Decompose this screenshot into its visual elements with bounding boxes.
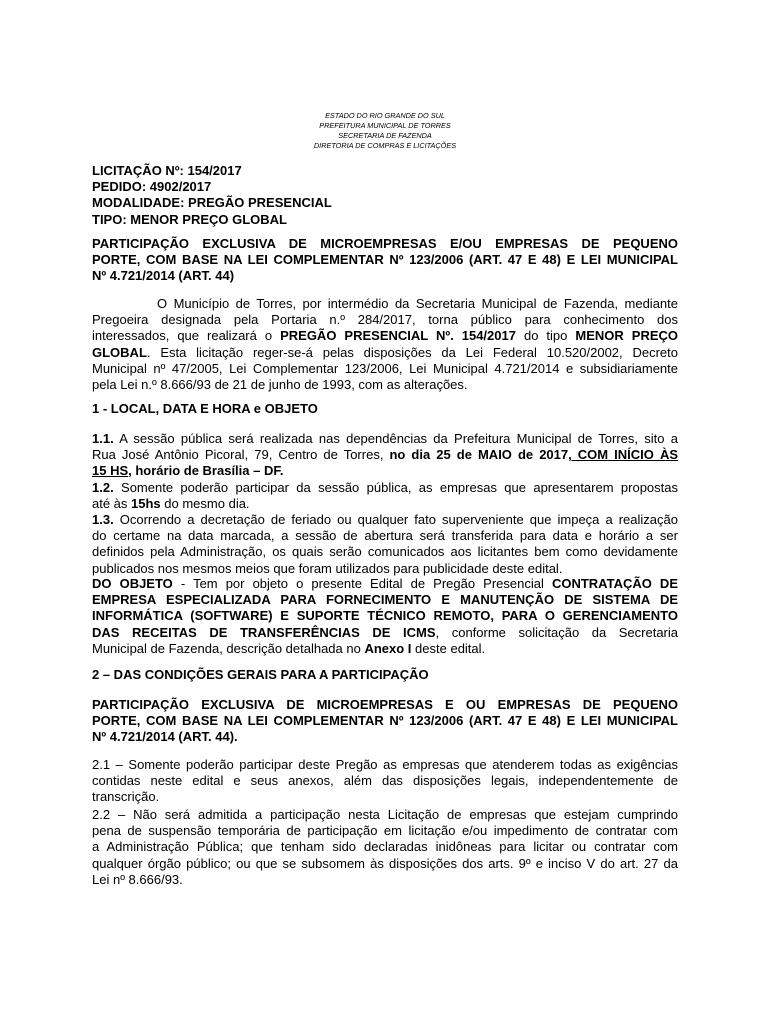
clause-2-2-line: pena de suspensão temporária de participação em licitação e/ou impedimento de contratar com [92, 823, 678, 839]
session-start: , COM INÍCIO ÀS [568, 447, 678, 463]
clause-1-3-line: publicados nos mesmos meios que foram utilizados para publicidade deste edital. [92, 560, 563, 576]
objeto-text: - Tem por objeto o presente Edital de Pregão Presencial [172, 576, 552, 591]
exclusive-line: PARTICIPAÇÃO EXCLUSIVA DE MICROEMPRESAS E OU EMPRESAS DE PEQUENO [92, 697, 678, 712]
session-timezone: , horário de Brasília – DF. [128, 463, 284, 479]
objeto-emph: CONTRATAÇÃO DE [551, 576, 678, 591]
clause-2-2-line: qualquer órgão público; ou que se subsomem às disposições dos arts. 9º e inciso V do art. 27 da [92, 855, 678, 871]
exclusive-line: PARTICIPAÇÃO EXCLUSIVA DE MICROEMPRESAS E/OU EMPRESAS DE PEQUENO [92, 236, 678, 251]
clause-text: do mesmo dia. [160, 495, 250, 511]
clause-2-1-line: transcrição. [92, 789, 160, 805]
clause-2-2-line: Lei nº 8.666/93. [92, 871, 183, 887]
intro-paragraph [92, 296, 678, 393]
clause-number: 1.2. [92, 479, 114, 495]
section-2-title: 2 – DAS CONDIÇÕES GERAIS PARA A PARTICIPAÇÃO [92, 667, 429, 682]
letterhead [0, 111, 770, 151]
clause-2-2-line: 2.2 – Não será admitida a participação nesta Licitação de empresas que estejam cumprindo [92, 807, 678, 822]
exclusive-line: PORTE, COM BASE NA LEI COMPLEMENTAR Nº 123/2006 (ART. 47 E 48) E LEI MUNICIPAL [92, 713, 678, 729]
objeto-line [92, 576, 678, 592]
letterhead-diretoria: DIRETORIA DE COMPRAS E LICITAÇÕES [313, 141, 457, 150]
intro-emph: MENOR PREÇO [575, 328, 679, 344]
clause-1-3-line: definidos pela Administração, os quais serão comunicados aos licitantes bem como devidamente [92, 544, 678, 560]
objeto-label: DO OBJETO [92, 576, 173, 591]
intro-line [92, 328, 678, 344]
modalidade: MODALIDADE: PREGÃO PRESENCIAL [92, 195, 332, 211]
session-date: no dia 25 de MAIO de 2017 [389, 447, 569, 463]
exclusive-line: PORTE, COM BASE NA LEI COMPLEMENTAR Nº 123/2006 (ART. 47 E 48) E LEI MUNICIPAL [92, 252, 678, 268]
objeto-text: Municipal de Fazenda, descrição detalhada no [92, 640, 365, 656]
objeto-line: INFORMÁTICA (SOFTWARE) E SUPORTE TÉCNICO REMOTO, PARA O GERENCIAMENTO [92, 608, 678, 624]
clause-text: Rua José Antônio Picoral, 79, Centro de Torres, [92, 447, 390, 463]
clause-number: 1.1. [92, 431, 114, 446]
intro-text: do tipo [515, 328, 576, 344]
intro-emph: PREGÃO PRESENCIAL Nº. 154/2017 [280, 328, 516, 344]
objeto-line [92, 625, 678, 641]
intro-line: Municipal nº 47/2005, Lei Complementar 123/2006, Lei Municipal 4.721/2014 e subsidiariamente [92, 360, 678, 376]
clause-text: A sessão pública será realizada nas dependências da Prefeitura Municipal de Torres, sito a [113, 431, 678, 446]
exclusive-participation-heading-2 [92, 697, 678, 746]
intro-line: Pregoeira designada pela Portaria n.º 284/2017, torna público para conhecimento dos [92, 312, 678, 328]
clause-1-2-line [92, 480, 678, 496]
letterhead-state: ESTADO DO RIO GRANDE DO SUL [325, 111, 445, 120]
clause-emph: 15hs [131, 495, 161, 511]
clause-text: Somente poderão participar da sessão pública, as empresas que apresentarem propostas [113, 479, 678, 495]
objeto-emph: DAS RECEITAS DE TRANSFERÊNCIAS DE ICMS [92, 624, 436, 640]
clause-text: Ocorrendo a decretação de feriado ou qualquer fato superveniente que impeça a realização [113, 512, 678, 528]
clause-text: até às [92, 495, 132, 511]
letterhead-prefeitura: PREFEITURA MUNICIPAL DE TORRES [319, 121, 451, 130]
clause-2-2 [92, 807, 678, 888]
objeto-paragraph [92, 576, 678, 657]
bid-info [92, 163, 678, 228]
section-1-body [92, 431, 678, 577]
intro-text: . Esta licitação reger-se-á pelas disposições da Lei Federal 10.520/2002, Decreto [146, 344, 678, 360]
objeto-line [92, 641, 678, 657]
intro-line: pela Lei n.º 8.666/93 de 21 de junho de 1993, com as alterações. [92, 377, 468, 393]
section-1-title: 1 - LOCAL, DATA E HORA e OBJETO [92, 401, 318, 416]
clause-2-1-line: contidas neste edital e seus anexos, além das disposições legais, independentemente de [92, 773, 678, 789]
session-time: 15 HS [92, 463, 129, 479]
clause-number: 1.3. [92, 512, 114, 528]
pedido-number: PEDIDO: 4902/2017 [92, 179, 212, 195]
clause-1-3-line [92, 512, 678, 528]
tipo: TIPO: MENOR PREÇO GLOBAL [92, 211, 287, 227]
objeto-text: , conforme solicitação da Secretaria [435, 624, 678, 640]
licitacao-number: LICITAÇÃO Nº: 154/2017 [92, 163, 242, 178]
letterhead-secretaria: SECRETARIA DE FAZENDA [338, 131, 432, 140]
clause-1-1-line [92, 431, 678, 447]
clause-1-3-line: do certame na data marcada, a sessão de abertura será transferida para data e horário a ser [92, 528, 678, 544]
anexo-reference: Anexo I [364, 640, 412, 656]
exclusive-line: Nº 4.721/2014 (ART. 44) [92, 268, 235, 284]
intro-line [92, 345, 678, 361]
clause-2-2-line: a Administração Pública; que tenham sido declaradas inidôneas para licitar ou contratar com [92, 839, 678, 855]
objeto-line: EMPRESA ESPECIALIZADA PARA FORNECIMENTO E MANUTENÇÃO DE SISTEMA DE [92, 592, 678, 608]
clause-1-2-line [92, 496, 678, 512]
exclusive-line: Nº 4.721/2014 (ART. 44). [92, 729, 238, 745]
clause-2-1 [92, 757, 678, 806]
exclusive-participation-heading [92, 236, 678, 285]
clause-1-1-line [92, 463, 678, 479]
intro-text: interessados, que realizará o [92, 328, 281, 344]
intro-line: O Município de Torres, por intermédio da Secretaria Municipal de Fazenda, mediante [157, 296, 678, 311]
intro-emph: GLOBAL [92, 344, 147, 360]
objeto-text: deste edital. [411, 640, 486, 656]
clause-2-1-line: 2.1 – Somente poderão participar deste Pregão as empresas que atenderem todas as exigências [92, 757, 678, 772]
clause-1-1-line [92, 447, 678, 463]
